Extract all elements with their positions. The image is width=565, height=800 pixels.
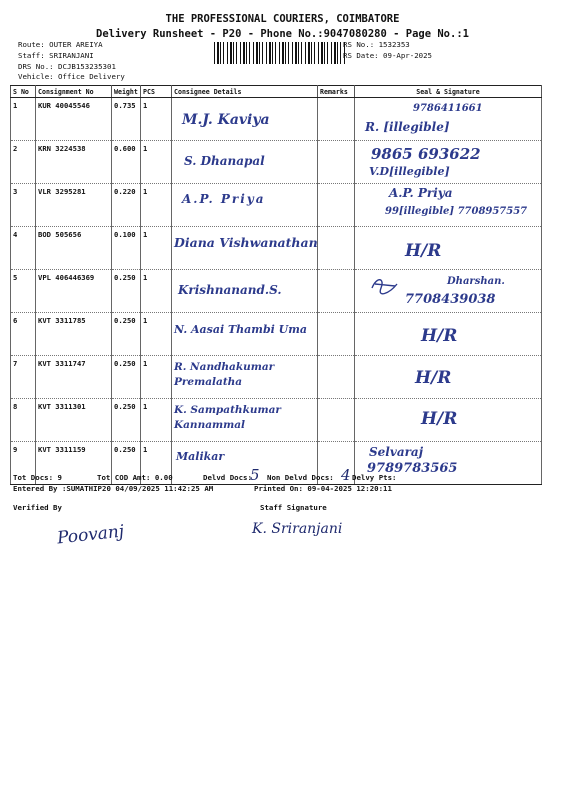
cell-sno: 9 bbox=[11, 442, 36, 485]
col-weight: Weight bbox=[112, 86, 141, 98]
delivery-points-label: Delvy Pts: bbox=[352, 473, 397, 482]
table-row bbox=[11, 98, 542, 141]
cell-remarks bbox=[318, 98, 355, 141]
delivered-docs-value: 5 bbox=[250, 466, 260, 484]
printed-on: Printed On: 09-04-2025 12:20:11 bbox=[254, 484, 392, 493]
rs-number: RS No.: 1532353 bbox=[343, 40, 410, 49]
seal-phone: 99[illegible] 7708957557 bbox=[385, 206, 528, 217]
entered-by: Entered By :SUMATHIP20 04/09/2025 11:42:25 AM bbox=[13, 484, 214, 493]
cell-sno: 6 bbox=[11, 313, 36, 356]
consignee-handwriting: S. Dhanapal bbox=[184, 154, 265, 168]
cell-pcs: 1 bbox=[141, 227, 172, 270]
consignee-handwriting: Diana Vishwanathan bbox=[174, 235, 318, 250]
cell-pcs: 1 bbox=[141, 313, 172, 356]
cell-consignment: KVT 3311301 bbox=[36, 399, 112, 442]
cell-weight: 0.250 bbox=[112, 356, 141, 399]
table-row bbox=[11, 227, 542, 270]
cell-consignment: BOD 505656 bbox=[36, 227, 112, 270]
cell-remarks bbox=[318, 270, 355, 313]
cell-sno: 5 bbox=[11, 270, 36, 313]
drs-number: DRS No.: DCJB153235301 bbox=[18, 62, 116, 71]
cell-seal bbox=[355, 98, 542, 141]
cell-weight: 0.250 bbox=[112, 442, 141, 485]
cell-pcs: 1 bbox=[141, 442, 172, 485]
consignee-handwriting: A.P. Priya bbox=[182, 192, 266, 206]
table-row bbox=[11, 356, 542, 399]
seal-hr: H/R bbox=[421, 326, 458, 346]
seal-phone: 9789783565 bbox=[367, 461, 458, 476]
seal-hr: H/R bbox=[421, 409, 458, 429]
cell-pcs: 1 bbox=[141, 270, 172, 313]
cell-remarks bbox=[318, 356, 355, 399]
rs-date: RS Date: 09-Apr-2025 bbox=[343, 51, 432, 60]
cell-remarks bbox=[318, 399, 355, 442]
seal-name: Selvaraj bbox=[369, 445, 424, 459]
table-header-row bbox=[11, 86, 542, 98]
non-delivered-docs-value: 4 bbox=[341, 466, 351, 484]
consignee-handwriting: Krishnanand.S. bbox=[178, 283, 282, 297]
seal-signature: R. [illegible] bbox=[365, 120, 450, 134]
col-consignee: Consignee Details bbox=[172, 86, 318, 98]
cell-consignee bbox=[172, 399, 318, 442]
cell-remarks bbox=[318, 141, 355, 184]
cell-weight: 0.250 bbox=[112, 399, 141, 442]
cell-seal bbox=[355, 313, 542, 356]
runsheet-table bbox=[10, 85, 542, 485]
cell-consignee bbox=[172, 141, 318, 184]
cell-sno: 1 bbox=[11, 98, 36, 141]
cell-consignment: KVT 3311785 bbox=[36, 313, 112, 356]
staff-signature: K. Sriranjani bbox=[252, 521, 343, 537]
verifier-signature: Poovanj bbox=[56, 521, 126, 549]
cell-consignee bbox=[172, 98, 318, 141]
cell-pcs: 1 bbox=[141, 184, 172, 227]
table-row bbox=[11, 184, 542, 227]
consignee-handwriting: N. Aasai Thambi Uma bbox=[174, 323, 308, 336]
document-subtitle: Delivery Runsheet - P20 - Phone No.:9047080280 - Page No.:1 bbox=[96, 28, 469, 40]
seal-phone: 7708439038 bbox=[405, 292, 496, 307]
cell-consignment: VPL 406446369 bbox=[36, 270, 112, 313]
non-delivered-docs-label: Non Delvd Docs: bbox=[267, 473, 334, 482]
cell-consignment: VLR 3295281 bbox=[36, 184, 112, 227]
seal-hr: H/R bbox=[405, 241, 442, 261]
total-cod-amount: Tot COD Amt: 0.00 bbox=[97, 473, 173, 482]
table-row bbox=[11, 141, 542, 184]
cell-consignment: KVT 3311159 bbox=[36, 442, 112, 485]
cell-consignee bbox=[172, 227, 318, 270]
cell-weight: 0.250 bbox=[112, 270, 141, 313]
consignee-handwriting: M.J. Kaviya bbox=[182, 112, 270, 128]
cell-sno: 7 bbox=[11, 356, 36, 399]
cell-consignment: KVT 3311747 bbox=[36, 356, 112, 399]
cell-consignee bbox=[172, 313, 318, 356]
staff-label: Staff: SRIRANJANI bbox=[18, 51, 94, 60]
cell-seal bbox=[355, 270, 542, 313]
col-pcs: PCS bbox=[141, 86, 172, 98]
col-consignment: Consignment No bbox=[36, 86, 112, 98]
cell-pcs: 1 bbox=[141, 98, 172, 141]
cell-seal bbox=[355, 227, 542, 270]
route-label: Route: OUTER AREIYA bbox=[18, 40, 103, 49]
barcode bbox=[214, 42, 345, 64]
cell-sno: 2 bbox=[11, 141, 36, 184]
cell-seal bbox=[355, 184, 542, 227]
cell-sno: 4 bbox=[11, 227, 36, 270]
consignee-handwriting: R. Nandhakumar Premalatha bbox=[174, 361, 275, 388]
col-sno: S No bbox=[11, 86, 36, 98]
cell-consignee bbox=[172, 184, 318, 227]
cell-consignee bbox=[172, 356, 318, 399]
cell-weight: 0.100 bbox=[112, 227, 141, 270]
seal-name: Dharshan. bbox=[447, 276, 505, 287]
cell-consignment: KUR 40045546 bbox=[36, 98, 112, 141]
cell-seal bbox=[355, 356, 542, 399]
cell-remarks bbox=[318, 184, 355, 227]
cell-sno: 3 bbox=[11, 184, 36, 227]
col-seal: Seal & Signature bbox=[355, 86, 542, 98]
cell-sno: 8 bbox=[11, 399, 36, 442]
total-docs: Tot Docs: 9 bbox=[13, 473, 62, 482]
consignee-handwriting: Malikar bbox=[176, 450, 225, 463]
cell-consignment: KRN 3224538 bbox=[36, 141, 112, 184]
seal-hr: H/R bbox=[415, 368, 452, 388]
seal-signature: V.D[illegible] bbox=[369, 165, 450, 178]
staff-signature-label: Staff Signature bbox=[260, 503, 327, 512]
cell-pcs: 1 bbox=[141, 399, 172, 442]
seal-phone: 9786411661 bbox=[413, 103, 483, 114]
seal-signature: A.P. Priya bbox=[389, 186, 453, 200]
document-title: THE PROFESSIONAL COURIERS, COIMBATORE bbox=[165, 13, 400, 25]
cell-remarks bbox=[318, 313, 355, 356]
consignee-handwriting: K. Sampathkumar Kannammal bbox=[174, 404, 281, 431]
cell-pcs: 1 bbox=[141, 356, 172, 399]
col-remarks: Remarks bbox=[318, 86, 355, 98]
cell-consignee bbox=[172, 270, 318, 313]
seal-phone: 9865 693622 bbox=[371, 145, 481, 163]
cell-weight: 0.600 bbox=[112, 141, 141, 184]
cell-pcs: 1 bbox=[141, 141, 172, 184]
table-row bbox=[11, 313, 542, 356]
verified-by-label: Verified By bbox=[13, 503, 62, 512]
cell-weight: 0.250 bbox=[112, 313, 141, 356]
delivered-docs-label: Delvd Docs: bbox=[203, 473, 252, 482]
cell-remarks bbox=[318, 227, 355, 270]
vehicle-label: Vehicle: Office Delivery bbox=[18, 72, 125, 81]
cell-seal bbox=[355, 141, 542, 184]
cell-weight: 0.735 bbox=[112, 98, 141, 141]
cell-weight: 0.220 bbox=[112, 184, 141, 227]
cell-seal bbox=[355, 399, 542, 442]
table-row bbox=[11, 270, 542, 313]
table-row bbox=[11, 399, 542, 442]
seal-signature-scribble bbox=[369, 274, 399, 296]
